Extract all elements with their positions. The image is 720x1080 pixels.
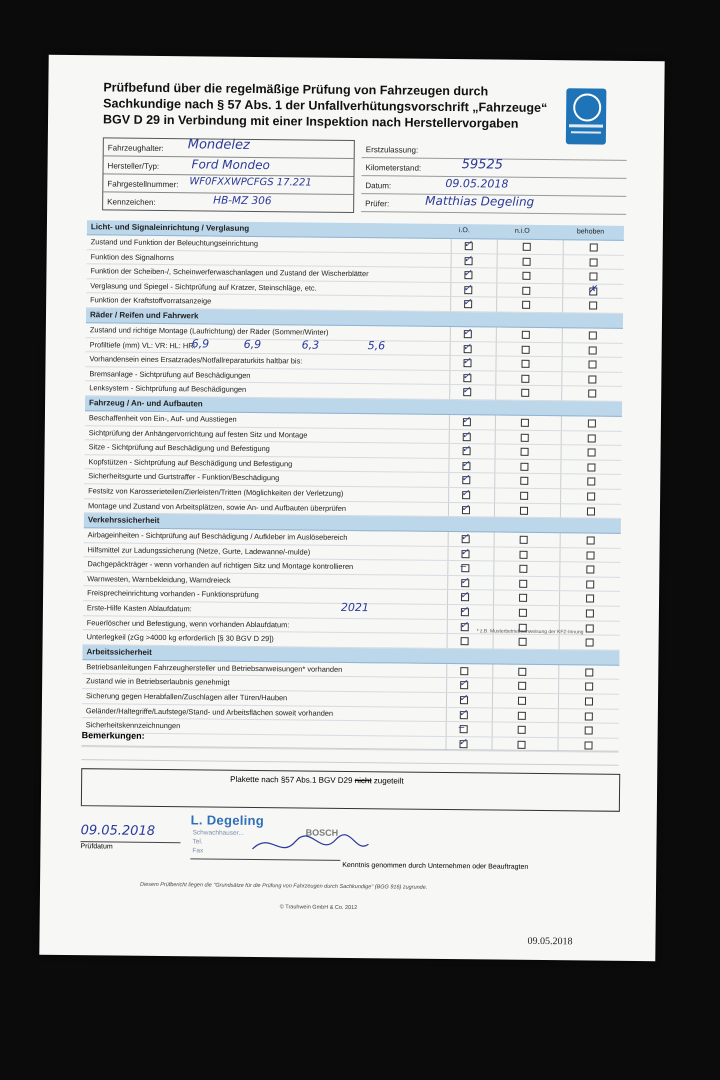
io-checkbox[interactable]: ✓ <box>460 576 469 588</box>
nio-checkbox[interactable] <box>522 331 530 339</box>
io-checkbox[interactable]: ✓ <box>462 356 471 368</box>
behoben-checkbox[interactable] <box>586 639 594 647</box>
section-title: Räder / Reifen und Fahrwerk <box>89 310 199 321</box>
io-checkbox[interactable]: ✓ <box>461 429 471 441</box>
row-text: Profiltiefe (mm) VL: VR: HL: HR: <box>89 339 196 350</box>
io-checkbox[interactable]: ✓ <box>461 458 470 470</box>
behoben-checkbox[interactable] <box>585 668 593 676</box>
stamp-line: Schwachhauser... <box>192 829 244 837</box>
io-checkbox[interactable]: – <box>460 725 468 733</box>
signature-scribble <box>250 831 370 862</box>
vehicle-fields <box>102 137 355 213</box>
io-checkbox[interactable]: ✓ <box>463 239 473 251</box>
row-text: Lenksystem - Sichtprüfung auf Beschädigungen <box>89 383 247 395</box>
io-checkbox[interactable]: ✓ <box>463 297 472 309</box>
io-checkbox[interactable]: ✓ <box>460 590 469 602</box>
row-text: Festsitz von Karosserieteilen/Zierleisten/Tritten (Möglichkeiten der Verletzung) <box>88 486 344 498</box>
behoben-checkbox[interactable] <box>586 566 594 574</box>
row-text: Feuerlöscher und Befestigung, wenn vorhanden Ablaufdatum: <box>86 617 290 630</box>
title-line-3: BGV D 29 in Verbindung mit einer Inspektion nach Herstellervorgaben <box>102 112 519 131</box>
field-label: Fahrzeughalter: <box>107 143 164 154</box>
firstaid-expiry-value: 2021 <box>340 600 370 615</box>
inspection-document <box>39 55 664 961</box>
io-checkbox[interactable]: ✓ <box>461 415 471 427</box>
stamp-line: Tel. <box>192 838 203 846</box>
field-label: Prüfer: <box>365 199 390 209</box>
behoben-checkbox[interactable] <box>588 434 596 442</box>
behoben-checkbox[interactable] <box>587 492 595 500</box>
row-text: Kopfstützen - Sichtprüfung auf Beschädigung und Befestigung <box>88 456 293 469</box>
nio-checkbox[interactable] <box>518 711 526 719</box>
profile-hr-value: 5,6 <box>367 338 386 352</box>
row-text: Zustand und Funktion der Beleuchtungseinrichtung <box>90 237 259 249</box>
nio-checkbox[interactable] <box>518 697 526 705</box>
behoben-checkbox[interactable] <box>586 610 594 618</box>
row-text: Hilfsmittel zur Ladungssicherung (Netze, Gurte, Ladewanne/-mulde) <box>87 544 311 557</box>
section-title: Licht- und Signaleinrichtung / Verglasung <box>90 222 250 233</box>
io-checkbox[interactable]: ✓ <box>462 370 471 382</box>
nio-checkbox[interactable] <box>522 287 530 295</box>
nio-checkbox[interactable] <box>520 462 528 470</box>
behoben-checkbox[interactable] <box>585 683 593 691</box>
behoben-checkbox[interactable] <box>589 331 597 339</box>
row-text: Montage und Zustand von Arbeitsplätzen, sowie An- und Aufbauten überprüfen <box>87 500 347 513</box>
column-nio: n.i.O <box>514 227 530 235</box>
nio-checkbox[interactable] <box>518 682 526 690</box>
row-text: Airbageinheiten - Sichtprüfung auf Beschädigung / Aufkleber im Auslösebereich <box>87 530 348 543</box>
behoben-checkbox[interactable] <box>587 507 595 515</box>
io-checkbox[interactable] <box>460 667 468 675</box>
inspection-date-handwritten: 09.05.2018 <box>80 823 156 839</box>
nio-checkbox[interactable] <box>521 375 529 383</box>
nio-checkbox[interactable] <box>521 389 529 397</box>
nio-checkbox[interactable] <box>518 726 526 734</box>
behoben-checkbox[interactable] <box>588 419 596 427</box>
behoben-checkbox[interactable] <box>587 463 595 471</box>
io-checkbox[interactable]: ✓ <box>462 385 471 397</box>
behoben-checkbox[interactable] <box>588 375 596 383</box>
behoben-checkbox[interactable] <box>590 243 598 251</box>
remarks-label: Bemerkungen: <box>81 730 145 741</box>
row-text: Zustand und richtige Montage (Laufrichtung) der Räder (Sommer/Winter) <box>89 325 329 337</box>
behoben-checkbox[interactable] <box>588 361 596 369</box>
row-text: Funktion der Scheiben-/, Scheinwerferwaschanlagen und Zustand der Wischerblätter <box>90 266 369 279</box>
behoben-checkbox[interactable] <box>584 741 592 749</box>
row-text: Sitze - Sichtprüfung auf Beschädigung und Befestigung <box>88 442 270 454</box>
stamp-line: Fax <box>192 847 204 855</box>
section-title: Verkehrssicherheit <box>87 515 160 526</box>
checklist-table <box>81 220 623 753</box>
nio-checkbox[interactable] <box>519 580 527 588</box>
inspection-fields <box>361 140 627 215</box>
mileage-value: 59525 <box>461 157 504 173</box>
nio-checkbox[interactable] <box>521 360 529 368</box>
table-footnote: * z.B. Musterbetriebsanweisung der KFZ-Innung <box>476 628 584 636</box>
company-stamp: L. Degeling <box>190 812 265 829</box>
io-checkbox[interactable]: ✓ <box>460 502 470 514</box>
io-checkbox[interactable]: ✓ <box>460 532 470 544</box>
title-line-2: Sachkundige nach § 57 Abs. 1 der Unfallverhütungsvorschrift „Fahrzeuge“ <box>103 96 548 116</box>
nio-checkbox[interactable] <box>521 448 529 456</box>
column-behoben: behoben <box>576 228 605 236</box>
plakette-text: Plakette nach §57 Abs.1 BGV D29 <box>230 774 353 786</box>
nio-checkbox[interactable] <box>519 594 527 602</box>
footer-basis: Diesem Prüfbericht liegen die "Grundsätze für die Prüfung von Fahrzeugen durch Sachkundige" (BGG 916) zugrunde. <box>140 881 428 891</box>
field-label: Kennzeichen: <box>107 197 156 207</box>
io-checkbox[interactable]: ✓ <box>461 444 471 456</box>
io-checkbox[interactable]: – <box>461 564 469 572</box>
inspector-value: Matthias Degeling <box>425 193 535 209</box>
row-text: Sicherheitskennzeichnungen <box>85 720 181 731</box>
date-value: 09.05.2018 <box>445 176 509 191</box>
io-checkbox[interactable]: ✓ <box>463 253 473 265</box>
behoben-checkbox[interactable] <box>589 346 597 354</box>
field-label: Datum: <box>365 181 392 191</box>
vehicle-owner-value: Mondelez <box>187 137 250 153</box>
io-checkbox[interactable]: ✓ <box>462 341 472 353</box>
document-title <box>103 79 553 132</box>
plakette-struck-word: nicht <box>354 776 372 786</box>
acknowledge-label: Kenntnis genommen durch Unternehmen oder Beauftragten <box>342 861 529 871</box>
row-text: Sicherung gegen Herabfallen/Zuschlagen aller Türen/Hauben <box>85 691 288 703</box>
profile-hl-value: 6,3 <box>301 338 320 352</box>
nio-checkbox[interactable] <box>519 550 527 558</box>
plakette-text-after: zugeteilt <box>373 776 404 786</box>
nio-checkbox[interactable] <box>522 345 530 353</box>
behoben-checkbox[interactable] <box>590 258 598 266</box>
io-checkbox[interactable]: ✓ <box>459 605 469 617</box>
field-label: Kilometerstand: <box>365 163 422 173</box>
nio-checkbox[interactable] <box>520 506 528 514</box>
row-text: Bremsanlage - Sichtprüfung auf Beschädigungen <box>89 368 251 380</box>
row-text: Zustand wie in Betriebserlaubnis genehmigt <box>86 676 230 688</box>
row-text: Geländer/Haltegriffe/Laufstege/Stand- und Arbeitsflächen soweit vorhanden <box>85 705 334 718</box>
inspection-seal-icon <box>566 88 607 144</box>
row-text: Sicherheitsgurte und Gurtstraffer - Funktion/Beschädigung <box>88 471 280 483</box>
nio-checkbox[interactable] <box>522 272 530 280</box>
nio-checkbox[interactable] <box>520 477 528 485</box>
row-text: Freisprecheinrichtung vorhanden - Funktionsprüfung <box>87 588 259 600</box>
io-checkbox[interactable]: ✓ <box>461 473 470 485</box>
section-title: Arbeitssicherheit <box>86 647 152 657</box>
nio-checkbox[interactable] <box>520 536 528 544</box>
section-title: Fahrzeug / An- und Aufbauten <box>89 398 203 409</box>
row-text: Unterlegkeil (zGg >4000 kg erforderlich [§ 30 BGV D 29]) <box>86 632 274 644</box>
vehicle-type-value: Ford Mondeo <box>191 157 270 173</box>
row-text: Sichtprüfung der Anhängervorrichtung auf festen Sitz und Montage <box>88 427 308 440</box>
nio-checkbox[interactable] <box>520 492 528 500</box>
behoben-checkbox[interactable] <box>585 697 593 705</box>
behoben-checkbox[interactable] <box>587 478 595 486</box>
plate-value: HB-MZ 306 <box>213 194 272 208</box>
row-text: Verglasung und Spiegel - Sichtprüfung auf Kratzer, Steinschläge, etc. <box>90 281 317 293</box>
nio-checkbox[interactable] <box>519 565 527 573</box>
stamp-address <box>192 828 244 856</box>
nio-checkbox[interactable] <box>521 433 529 441</box>
nio-checkbox[interactable] <box>522 301 530 309</box>
date-label: Prüfdatum <box>80 843 113 851</box>
behoben-checkbox[interactable] <box>585 712 593 720</box>
field-label: Hersteller/Typ: <box>107 161 160 171</box>
column-io: i.O. <box>458 227 470 235</box>
row-text: Warnwesten, Warnbekleidung, Warndreieck <box>87 574 231 585</box>
behoben-checkbox[interactable] <box>588 449 596 457</box>
behoben-checkbox[interactable] <box>586 624 594 632</box>
profile-vl-value: 6,9 <box>191 336 210 351</box>
io-checkbox[interactable]: ✓ <box>461 488 470 500</box>
nio-checkbox[interactable] <box>519 638 527 646</box>
nio-checkbox[interactable] <box>521 419 529 427</box>
row-text: Erste-Hilfe Kasten Ablaufdatum: <box>86 603 192 614</box>
nio-checkbox[interactable] <box>518 668 526 676</box>
behoben-checkbox[interactable] <box>587 537 595 545</box>
io-checkbox[interactable] <box>461 637 469 645</box>
behoben-checkbox[interactable] <box>589 302 597 310</box>
profile-vr-value: 6,9 <box>243 337 262 351</box>
row-text: Betriebsanleitungen Fahrzeughersteller und Betriebsanweisungen* vorhanden <box>86 662 343 674</box>
io-checkbox[interactable]: ✓ <box>463 268 472 280</box>
io-checkbox[interactable]: ✓ <box>460 546 469 558</box>
io-checkbox[interactable]: ✓ <box>458 736 467 749</box>
row-text: Funktion der Kraftstoffvorratsanzeige <box>90 295 212 306</box>
io-checkbox[interactable]: ✓ <box>462 327 472 339</box>
row-text: Vorhandensein eines Ersatzrades/Notfallreparaturkits haltbar bis: <box>89 354 303 366</box>
nio-checkbox[interactable] <box>519 609 527 617</box>
behoben-checkbox[interactable] <box>588 390 596 398</box>
row-text: Beschaffenheit von Ein-, Auf- und Ausstiegen <box>88 413 237 424</box>
behoben-checkbox[interactable] <box>586 580 594 588</box>
behoben-checkbox[interactable] <box>586 551 594 559</box>
io-checkbox[interactable]: ✓ <box>459 619 469 631</box>
footer-copyright: © Trauhwein GmbH & Co. 2012 <box>279 904 358 912</box>
signature-area <box>80 805 618 881</box>
behoben-checkbox[interactable] <box>585 727 593 735</box>
field-label: Erstzulassung: <box>365 145 419 155</box>
io-checkbox[interactable]: ✓ <box>459 678 468 690</box>
printed-date: 09.05.2018 <box>527 935 573 948</box>
io-checkbox[interactable]: ✓ <box>458 693 468 705</box>
behoben-checkbox[interactable] <box>586 595 594 603</box>
row-text: Dachgepäckträger - wenn vorhanden auf richtigen Sitz und Montage kontrollieren <box>87 559 354 572</box>
behoben-checkbox[interactable] <box>589 273 597 281</box>
nio-checkbox[interactable] <box>517 741 525 749</box>
io-checkbox[interactable]: ✓ <box>463 282 472 295</box>
title-line-1: Prüfbefund über die regelmäßige Prüfung von Fahrzeugen durch <box>103 80 489 99</box>
bosch-stamp: BOSCH <box>305 827 339 838</box>
nio-checkbox[interactable] <box>523 243 531 251</box>
behoben-checkbox[interactable]: ✗ <box>588 284 597 296</box>
field-label: Fahrgestellnummer: <box>107 179 179 190</box>
io-checkbox[interactable]: ✓ <box>458 707 468 719</box>
nio-checkbox[interactable] <box>523 257 531 265</box>
vin-value: WF0FXXWPCFGS 17.221 <box>189 176 312 189</box>
row-text: Funktion des Signalhorns <box>90 251 175 262</box>
